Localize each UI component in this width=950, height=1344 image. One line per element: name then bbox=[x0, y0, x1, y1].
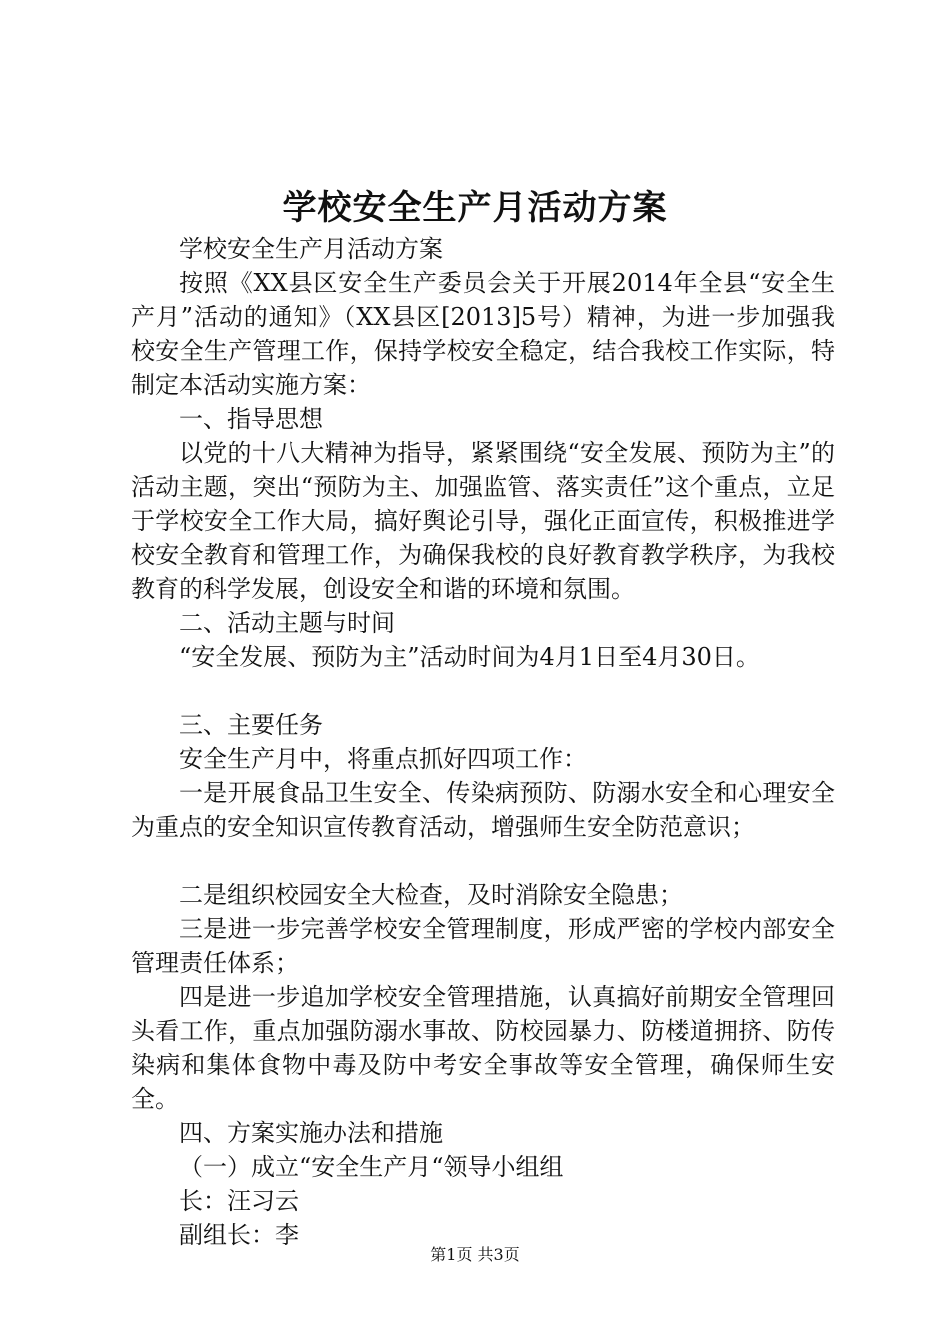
section-heading-guiding-ideology: 一、指导思想 bbox=[179, 405, 323, 433]
paragraph-main-tasks-intro: 安全生产月中，将重点抓好四项工作： bbox=[179, 745, 587, 773]
paragraph-leading-group: （一）成立“安全生产月“领导小组组 bbox=[179, 1153, 564, 1181]
section-heading-theme-time: 二、活动主题与时间 bbox=[179, 609, 395, 637]
page-footer: 第1页 共3页 bbox=[430, 1245, 520, 1264]
blank-line bbox=[131, 844, 835, 878]
paragraph-subtitle: 学校安全生产月活动方案 bbox=[179, 235, 443, 263]
section-heading-main-tasks: 三、主要任务 bbox=[179, 711, 323, 739]
paragraph-task-two: 二是组织校园安全大检查，及时消除安全隐患； bbox=[179, 881, 683, 909]
paragraph-intro: 按照《XX县区安全生产委员会关于开展2014年全县“安全生产月”活动的通知》（XX县区[2013]5号）精神，为进一步加强我校安全生产管理工作，保持学校安全稳定，结合我校工作实际，特制定本活动实施方案： bbox=[131, 269, 835, 399]
document-body bbox=[131, 232, 835, 1252]
paragraph-guiding-ideology: 以党的十八大精神为指导，紧紧围绕“安全发展、预防为主”的活动主题，突出“预防为主、加强监管、落实责任”这个重点，立足于学校安全工作大局，搞好舆论引导，强化正面宣传，积极推进学校安全教育和管理工作，为确保我校的良好教育教学秩序，为我校教育的科学发展，创设安全和谐的环境和氛围。 bbox=[131, 439, 835, 603]
paragraph-group-leader: 长：汪习云 bbox=[179, 1187, 299, 1215]
paragraph-theme-time: “安全发展、预防为主”活动时间为4月1日至4月30日。 bbox=[179, 643, 760, 671]
paragraph-deputy-leader: 副组长：李 bbox=[179, 1221, 299, 1249]
paragraph-task-one: 一是开展食品卫生安全、传染病预防、防溺水安全和心理安全为重点的安全知识宣传教育活动，增强师生安全防范意识； bbox=[131, 779, 835, 841]
paragraph-task-three: 三是进一步完善学校安全管理制度，形成严密的学校内部安全管理责任体系； bbox=[131, 915, 835, 977]
section-heading-measures: 四、方案实施办法和措施 bbox=[179, 1119, 443, 1147]
paragraph-task-four: 四是进一步追加学校安全管理措施，认真搞好前期安全管理回头看工作，重点加强防溺水事故、防校园暴力、防楼道拥挤、防传染病和集体食物中毒及防中考安全事故等安全管理，确保师生安全。 bbox=[131, 983, 835, 1113]
document-title: 学校安全生产月活动方案 bbox=[282, 188, 668, 228]
blank-line bbox=[131, 674, 835, 708]
